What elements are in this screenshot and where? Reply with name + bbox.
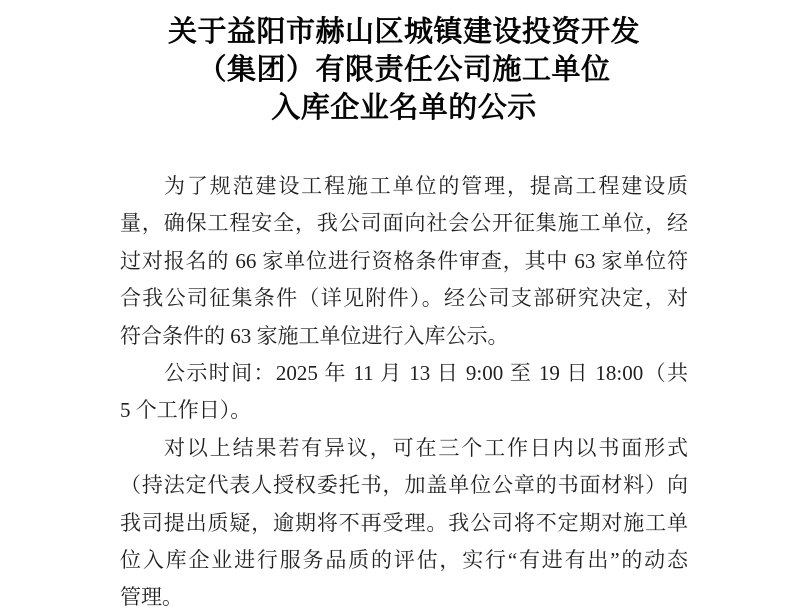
- title-line-1: 关于益阳市赫山区城镇建设投资开发: [167, 16, 640, 48]
- title-line-3: 入库企业名单的公示: [271, 92, 537, 124]
- paragraph-3-line-1: 对以上结果若有异议，可在三个工作日内以书面形式: [164, 435, 688, 460]
- paragraph-3-line-4: 位入库企业进行服务品质的评估，实行“有进有出”的动态: [120, 547, 688, 572]
- paragraph-3-line-5: 管理。: [120, 585, 183, 610]
- document-title: [120, 13, 688, 127]
- paragraph-2-line-2: 5 个工作日）。: [120, 398, 252, 423]
- title-line-2: （集团）有限责任公司施工单位: [197, 54, 611, 86]
- paragraph-1-line-1: 为了规范建设工程施工单位的管理，提高工程建设质: [164, 174, 688, 198]
- paragraph-3-line-3: 我司提出质疑，逾期将不再受理。我公司将不定期对施工单: [120, 510, 688, 535]
- paragraph-1-line-3: 过对报名的 66 家单位进行资格条件审查，其中 63 家单位符: [120, 248, 688, 273]
- document-body: [120, 168, 688, 616]
- paragraph-1-line-4: 合我公司征集条件（详见附件）。经公司支部研究决定，对: [120, 286, 688, 311]
- paragraph-1-line-5: 符合条件的 63 家施工单位进行入库公示。: [120, 323, 509, 348]
- paragraph-2-line-1: 公示时间：2025 年 11 月 13 日 9:00 至 19 日 18:00（共: [164, 360, 688, 385]
- paragraph-1-line-2: 量，确保工程安全，我公司面向社会公开征集施工单位，经: [120, 211, 688, 236]
- paragraph-3-line-2: （持法定代表人授权委托书，加盖单位公章的书面材料）向: [120, 473, 688, 498]
